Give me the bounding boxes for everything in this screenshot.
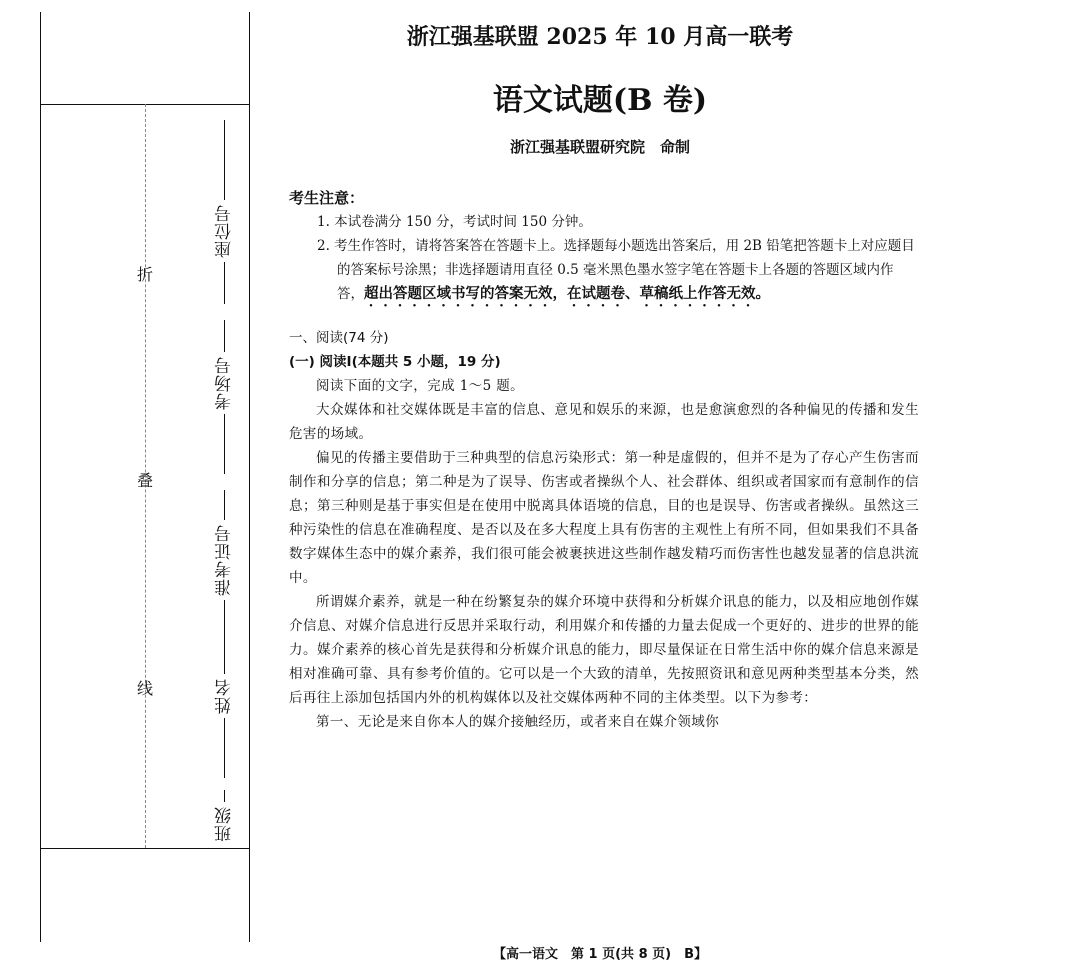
fold-char-2: 叠 (136, 471, 153, 490)
name-field[interactable] (200, 650, 248, 778)
class-label: 班级 (214, 806, 235, 842)
admission-number-label: 准考证号 (214, 524, 235, 596)
passage-paragraph-1: 大众媒体和社交媒体既是丰富的信息、意见和娱乐的来源，也是愈演愈烈的各种偏见的传播和发生危害的场域。 (289, 402, 919, 442)
page-footer: 【高一语文 第 1 页(共 8 页) B】 (493, 947, 707, 962)
passage-paragraph-3: 所谓媒介素养，就是一种在纷繁复杂的媒介环境中获得和分析媒介讯息的能力，以及相应地创作媒介信息、对媒介信息进行反思并采取行动，利用媒介和传播的力量去促成一个更好的、进步的世界的能力。媒介素养的核心首先是获得和分析媒介讯息的能力，即尽量保证在日常生活中你的媒介信息来源是相对准确可靠、具有参考价值的。它可以是一个大致的清单，先按照资讯和意见两种类型基本分类，然后再往上添加包括国内外的机构媒体以及社交媒体两种不同的主体类型。以下为参考： (289, 594, 919, 706)
exam-title: 浙江强基联盟 2025 年 10 月高一联考 (406, 24, 794, 50)
paper-body (289, 186, 919, 734)
name-label: 姓名 (214, 678, 235, 714)
notice-item-2 (289, 234, 919, 310)
admission-number-field[interactable] (200, 490, 248, 652)
notice-item-2-text: 2. 考生作答时，请将答案答在答题卡上。选择题每小题选出答案后，用 2B 铅笔把答题卡上对应题目的答案标号涂黑；非选择题请用直径 0.5 毫米黑色墨水签字笔在答题卡上各题的答题区域内作答， (317, 238, 915, 302)
passage-paragraph-2: 偏见的传播主要借助于三种典型的信息污染形式：第一种是虚假的，但并不是为了存心产生伤害而制作和分享的信息；第二种是为了误导、伤害或者操纵个人、社会群体、组织或者国家而有意制作的信息；第三种则是基于事实但是在使用中脱离具体语境的信息，目的也是误导、伤害或者操纵。虽然这三种污染性的信息在准确程度、是否以及在多大程度上具有伤害的主观性上有所不同，但如果我们不具备数字媒体生态中的媒介素养，我们很可能会被裹挟进这些制作越发精巧而伤害性也越发显著的信息洪流中。 (289, 450, 919, 586)
notice-title: 考生注意： (289, 189, 365, 207)
notice-item-1: 1. 本试卷满分 150 分，考试时间 150 分钟。 (317, 214, 592, 230)
binding-bottom-rule (41, 848, 249, 849)
passage-paragraph-4: 第一、无论是来自你本人的媒介接触经历，或者来自在媒介领域你 (316, 714, 720, 730)
fold-char-3: 线 (136, 679, 153, 698)
exam-room-field[interactable] (200, 320, 248, 474)
notice-emphasis: 超出答题区域书写的答案无效，在试题卷、草稿纸上作答无效。 (364, 286, 770, 302)
exam-room-label: 考场号 (214, 356, 235, 410)
seat-number-field[interactable] (200, 120, 248, 304)
fold-char-1: 折 (136, 265, 153, 284)
reading-instruction: 阅读下面的文字，完成 1～5 题。 (316, 378, 525, 394)
section-subtitle: (一) 阅读Ⅰ(本题共 5 小题，19 分) (289, 354, 501, 370)
section-title: 一、阅读(74 分) (289, 330, 389, 346)
seat-number-label: 座位号 (214, 204, 235, 258)
class-field[interactable] (200, 790, 248, 846)
publisher: 浙江强基联盟研究院 命制 (509, 138, 690, 156)
paper-title: 语文试题(B 卷) (492, 83, 708, 118)
